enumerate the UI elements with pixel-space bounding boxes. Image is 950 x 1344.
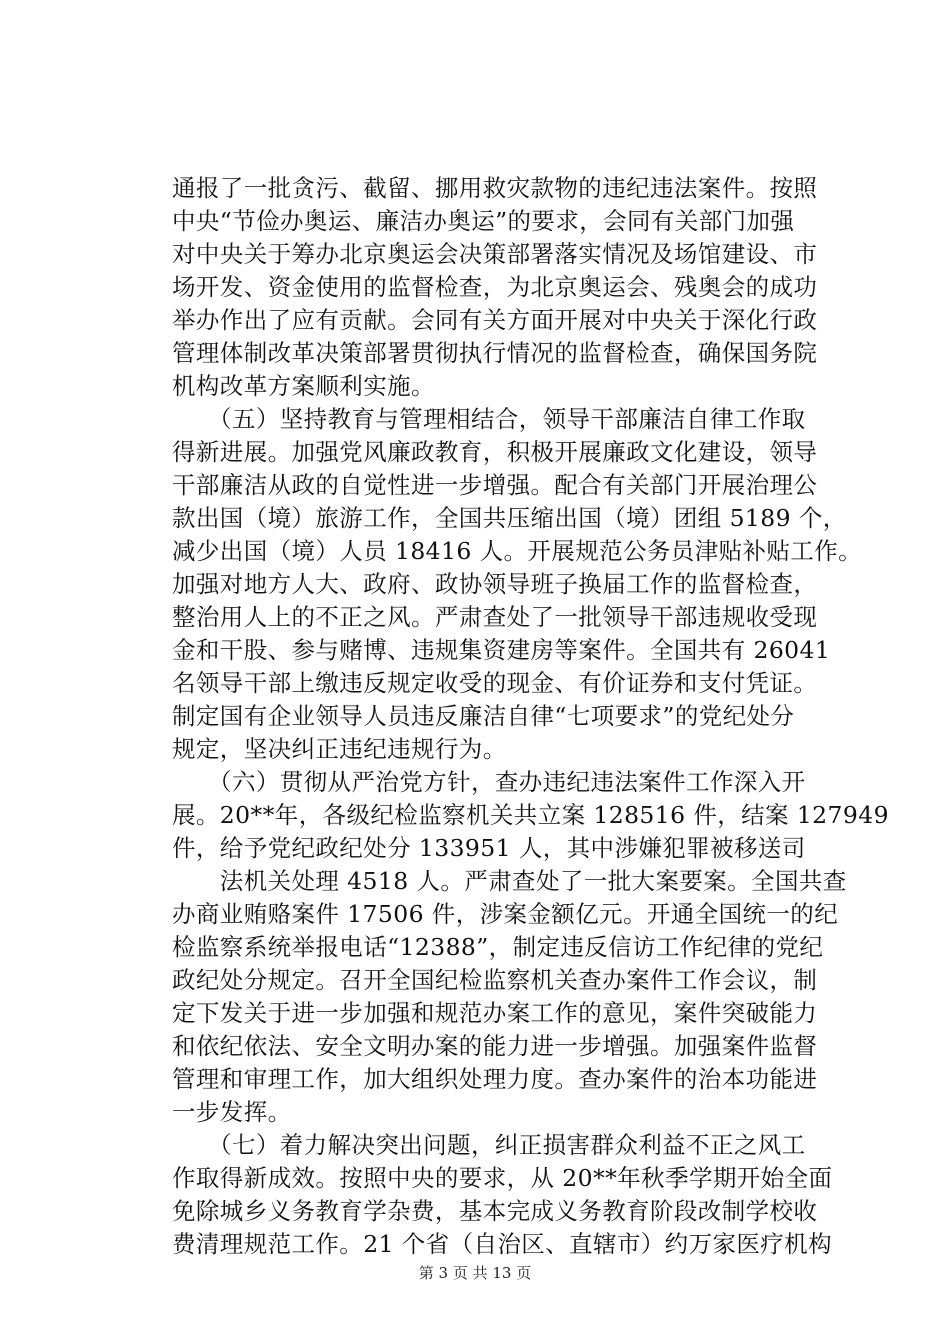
text-line: （五）坚持教育与管理相结合，领导干部廉洁自律工作取 bbox=[172, 405, 806, 433]
text-line: （七）着力解决突出问题，纠正损害群众利益不正之风工 bbox=[172, 1131, 806, 1159]
text-line: 款出国（境）旅游工作，全国共压缩出国（境）团组 5189 个， bbox=[172, 504, 847, 532]
text-line: 展。20**年，各级纪检监察机关共立案 128516 件，结案 127949 bbox=[172, 801, 889, 829]
text-line: 件，给予党纪政纪处分 133951 人，其中涉嫌犯罪被移送司 bbox=[172, 834, 806, 862]
document-body bbox=[172, 172, 889, 1258]
text-line: （六）贯彻从严治党方针，查办违纪违法案件工作深入开 bbox=[172, 768, 806, 796]
text-line: 机构改革方案顺利实施。 bbox=[172, 372, 435, 400]
text-line: 法机关处理 4518 人。严肃查处了一批大案要案。全国共查 bbox=[172, 867, 847, 895]
text-line: 得新进展。加强党风廉政教育，积极开展廉政文化建设，领导 bbox=[172, 438, 818, 466]
text-line: 金和干股、参与赌博、违规集资建房等案件。全国共有 26041 bbox=[172, 636, 831, 664]
text-line: 办商业贿赂案件 17506 件，涉案金额亿元。开通全国统一的纪 bbox=[172, 900, 839, 928]
text-line: 作取得新成效。按照中央的要求，从 20**年秋季学期开始全面 bbox=[172, 1164, 833, 1192]
text-line: 一步发挥。 bbox=[172, 1098, 292, 1126]
text-line: 名领导干部上缴违反规定收受的现金、有价证券和支付凭证。 bbox=[172, 669, 818, 697]
text-line: 加强对地方人大、政府、政协领导班子换届工作的监督检查， bbox=[172, 570, 818, 598]
text-line: 费清理规范工作。21 个省（自治区、直辖市）约万家医疗机构 bbox=[172, 1230, 832, 1258]
text-line: 整治用人上的不正之风。严肃查处了一批领导干部违规收受现 bbox=[172, 603, 818, 631]
text-line: 规定，坚决纠正违纪违规行为。 bbox=[172, 735, 507, 763]
text-line: 政纪处分规定。召开全国纪检监察机关查办案件工作会议，制 bbox=[172, 966, 818, 994]
text-line: 和依纪依法、安全文明办案的能力进一步增强。加强案件监督 bbox=[172, 1032, 818, 1060]
text-line: 干部廉洁从政的自觉性进一步增强。配合有关部门开展治理公 bbox=[172, 471, 818, 499]
text-line: 管理和审理工作，加大组织处理力度。查办案件的治本功能进 bbox=[172, 1065, 818, 1093]
text-line: 检监察系统举报电话“12388”，制定违反信访工作纪律的党纪 bbox=[172, 933, 824, 961]
text-line: 对中央关于筹办北京奥运会决策部署落实情况及场馆建设、市 bbox=[172, 240, 818, 268]
text-line: 场开发、资金使用的监督检查，为北京奥运会、残奥会的成功 bbox=[172, 273, 818, 301]
text-line: 中央“节俭办奥运、廉洁办奥运”的要求，会同有关部门加强 bbox=[172, 207, 795, 235]
text-line: 管理体制改革决策部署贯彻执行情况的监督检查，确保国务院 bbox=[172, 339, 818, 367]
text-line: 通报了一批贪污、截留、挪用救灾款物的违纪违法案件。按照 bbox=[172, 174, 818, 202]
text-line: 制定国有企业领导人员违反廉洁自律“七项要求”的党纪处分 bbox=[172, 702, 795, 730]
text-line: 减少出国（境）人员 18416 人。开展规范公务员津贴补贴工作。 bbox=[172, 537, 862, 565]
text-line: 举办作出了应有贡献。会同有关方面开展对中央关于深化行政 bbox=[172, 306, 818, 334]
text-line: 免除城乡义务教育学杂费，基本完成义务教育阶段改制学校收 bbox=[172, 1197, 818, 1225]
page-footer: 第 3 页 共 13 页 bbox=[418, 1264, 532, 1282]
text-line: 定下发关于进一步加强和规范办案工作的意见，案件突破能力 bbox=[172, 999, 818, 1027]
